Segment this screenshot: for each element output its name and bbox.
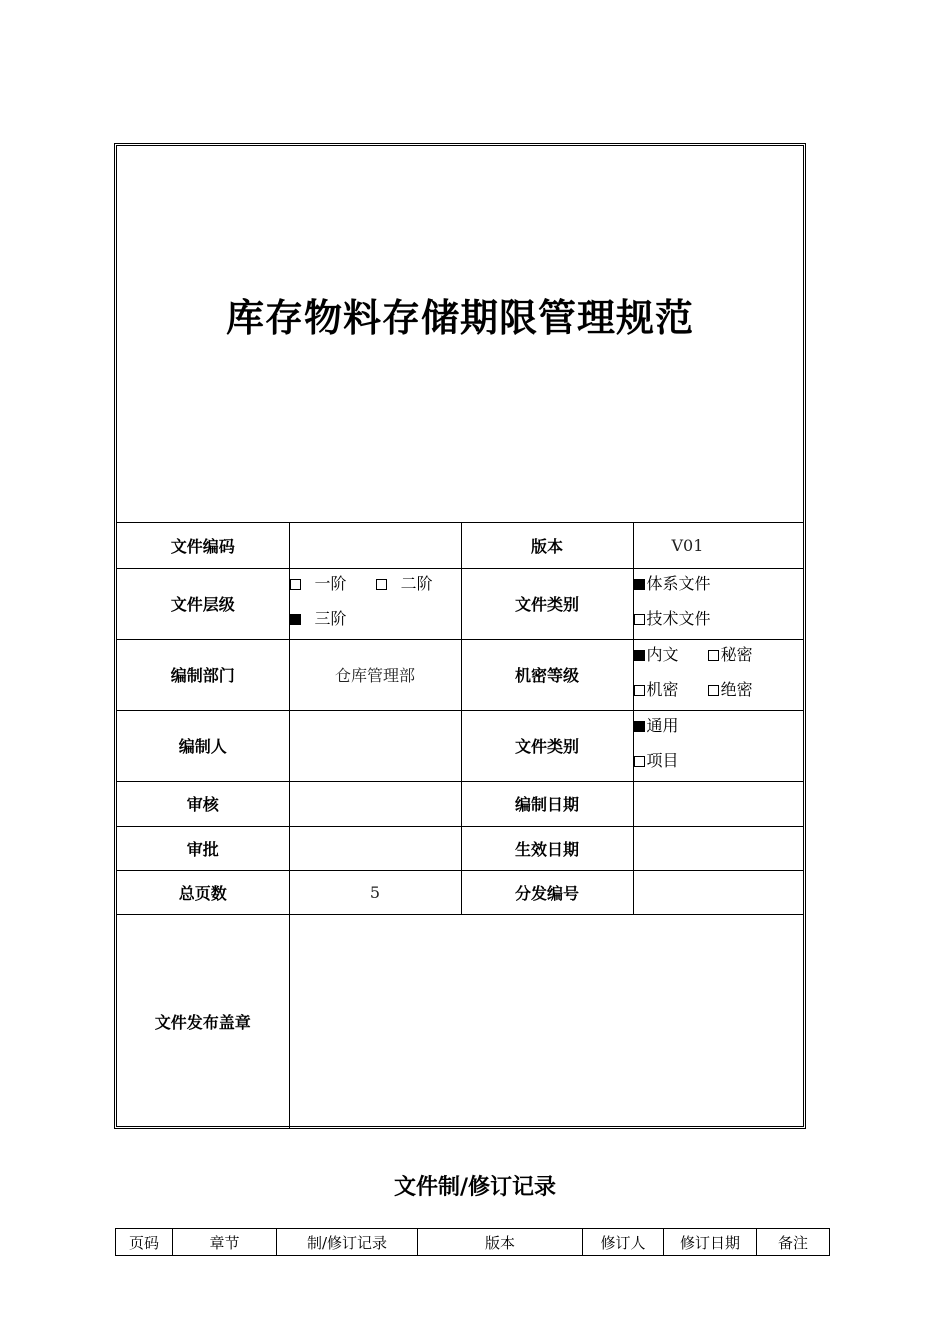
checkbox-checked-icon bbox=[634, 650, 645, 661]
row-author-category bbox=[117, 710, 803, 781]
doc-code-label: 文件编码 bbox=[117, 523, 289, 568]
checkbox-checked-icon bbox=[634, 721, 645, 732]
secrecy-option-2[interactable]: 秘密 bbox=[708, 640, 753, 670]
row-review-date bbox=[117, 781, 803, 826]
checkbox-unchecked-icon bbox=[634, 614, 645, 625]
effective-date-label: 生效日期 bbox=[461, 826, 633, 870]
level-option-2[interactable]: 二阶 bbox=[376, 569, 433, 599]
revision-header-reviser: 修订人 bbox=[583, 1229, 664, 1256]
document-title: 库存物料存储期限管理规范 bbox=[225, 295, 694, 340]
author-value bbox=[289, 710, 461, 781]
secrecy-label: 机密等级 bbox=[461, 639, 633, 710]
dept-label: 编制部门 bbox=[117, 639, 289, 710]
doc-code-value bbox=[289, 523, 461, 568]
revision-header-row bbox=[116, 1229, 830, 1256]
level-options bbox=[289, 568, 461, 639]
level-label: 文件层级 bbox=[117, 568, 289, 639]
level-option-3[interactable]: 三阶 bbox=[290, 604, 347, 634]
seal-label: 文件发布盖章 bbox=[117, 914, 289, 1129]
checkbox-unchecked-icon bbox=[376, 579, 387, 590]
row-seal bbox=[117, 914, 803, 1129]
checkbox-unchecked-icon bbox=[634, 685, 645, 696]
row-level-category bbox=[117, 568, 803, 639]
author-label: 编制人 bbox=[117, 710, 289, 781]
approve-label: 审批 bbox=[117, 826, 289, 870]
category1-option-2[interactable]: 技术文件 bbox=[634, 604, 711, 634]
category1-option-1[interactable]: 体系文件 bbox=[634, 569, 711, 599]
level-option-1[interactable]: 一阶 bbox=[290, 569, 347, 599]
effective-date-value bbox=[633, 826, 803, 870]
version-value: V01 bbox=[633, 523, 803, 568]
secrecy-options bbox=[633, 639, 803, 710]
revision-header-remark: 备注 bbox=[757, 1229, 830, 1256]
category1-label: 文件类别 bbox=[461, 568, 633, 639]
made-date-value bbox=[633, 781, 803, 826]
revision-header-version: 版本 bbox=[418, 1229, 583, 1256]
secrecy-option-1[interactable]: 内文 bbox=[634, 640, 679, 670]
secrecy-option-4[interactable]: 绝密 bbox=[708, 675, 753, 705]
version-label: 版本 bbox=[461, 523, 633, 568]
pages-label: 总页数 bbox=[117, 870, 289, 914]
checkbox-unchecked-icon bbox=[290, 579, 301, 590]
dist-no-value bbox=[633, 870, 803, 914]
dept-value: 仓库管理部 bbox=[289, 639, 461, 710]
category2-option-1[interactable]: 通用 bbox=[634, 711, 679, 741]
revision-header-page: 页码 bbox=[116, 1229, 173, 1256]
revision-record-table bbox=[115, 1228, 830, 1256]
revision-header-record: 制/修订记录 bbox=[277, 1229, 418, 1256]
category1-options bbox=[633, 568, 803, 639]
checkbox-checked-icon bbox=[634, 579, 645, 590]
review-value bbox=[289, 781, 461, 826]
title-area bbox=[117, 146, 803, 523]
category2-option-2[interactable]: 项目 bbox=[634, 746, 679, 776]
checkbox-unchecked-icon bbox=[634, 756, 645, 767]
row-approve-effective bbox=[117, 826, 803, 870]
row-dept-secrecy bbox=[117, 639, 803, 710]
category2-label: 文件类别 bbox=[461, 710, 633, 781]
row-pages-dist bbox=[117, 870, 803, 914]
pages-value: 5 bbox=[289, 870, 461, 914]
checkbox-unchecked-icon bbox=[708, 650, 719, 661]
revision-record-title: 文件制/修订记录 bbox=[393, 1175, 557, 1200]
revision-header-chapter: 章节 bbox=[173, 1229, 277, 1256]
checkbox-unchecked-icon bbox=[708, 685, 719, 696]
row-code-version bbox=[117, 523, 803, 568]
approve-value bbox=[289, 826, 461, 870]
document-info-table bbox=[117, 523, 803, 1129]
review-label: 审核 bbox=[117, 781, 289, 826]
cover-sheet bbox=[114, 143, 806, 1129]
checkbox-checked-icon bbox=[290, 614, 301, 625]
seal-area bbox=[289, 914, 803, 1129]
dist-no-label: 分发编号 bbox=[461, 870, 633, 914]
made-date-label: 编制日期 bbox=[461, 781, 633, 826]
secrecy-option-3[interactable]: 机密 bbox=[634, 675, 679, 705]
revision-header-date: 修订日期 bbox=[664, 1229, 757, 1256]
category2-options bbox=[633, 710, 803, 781]
